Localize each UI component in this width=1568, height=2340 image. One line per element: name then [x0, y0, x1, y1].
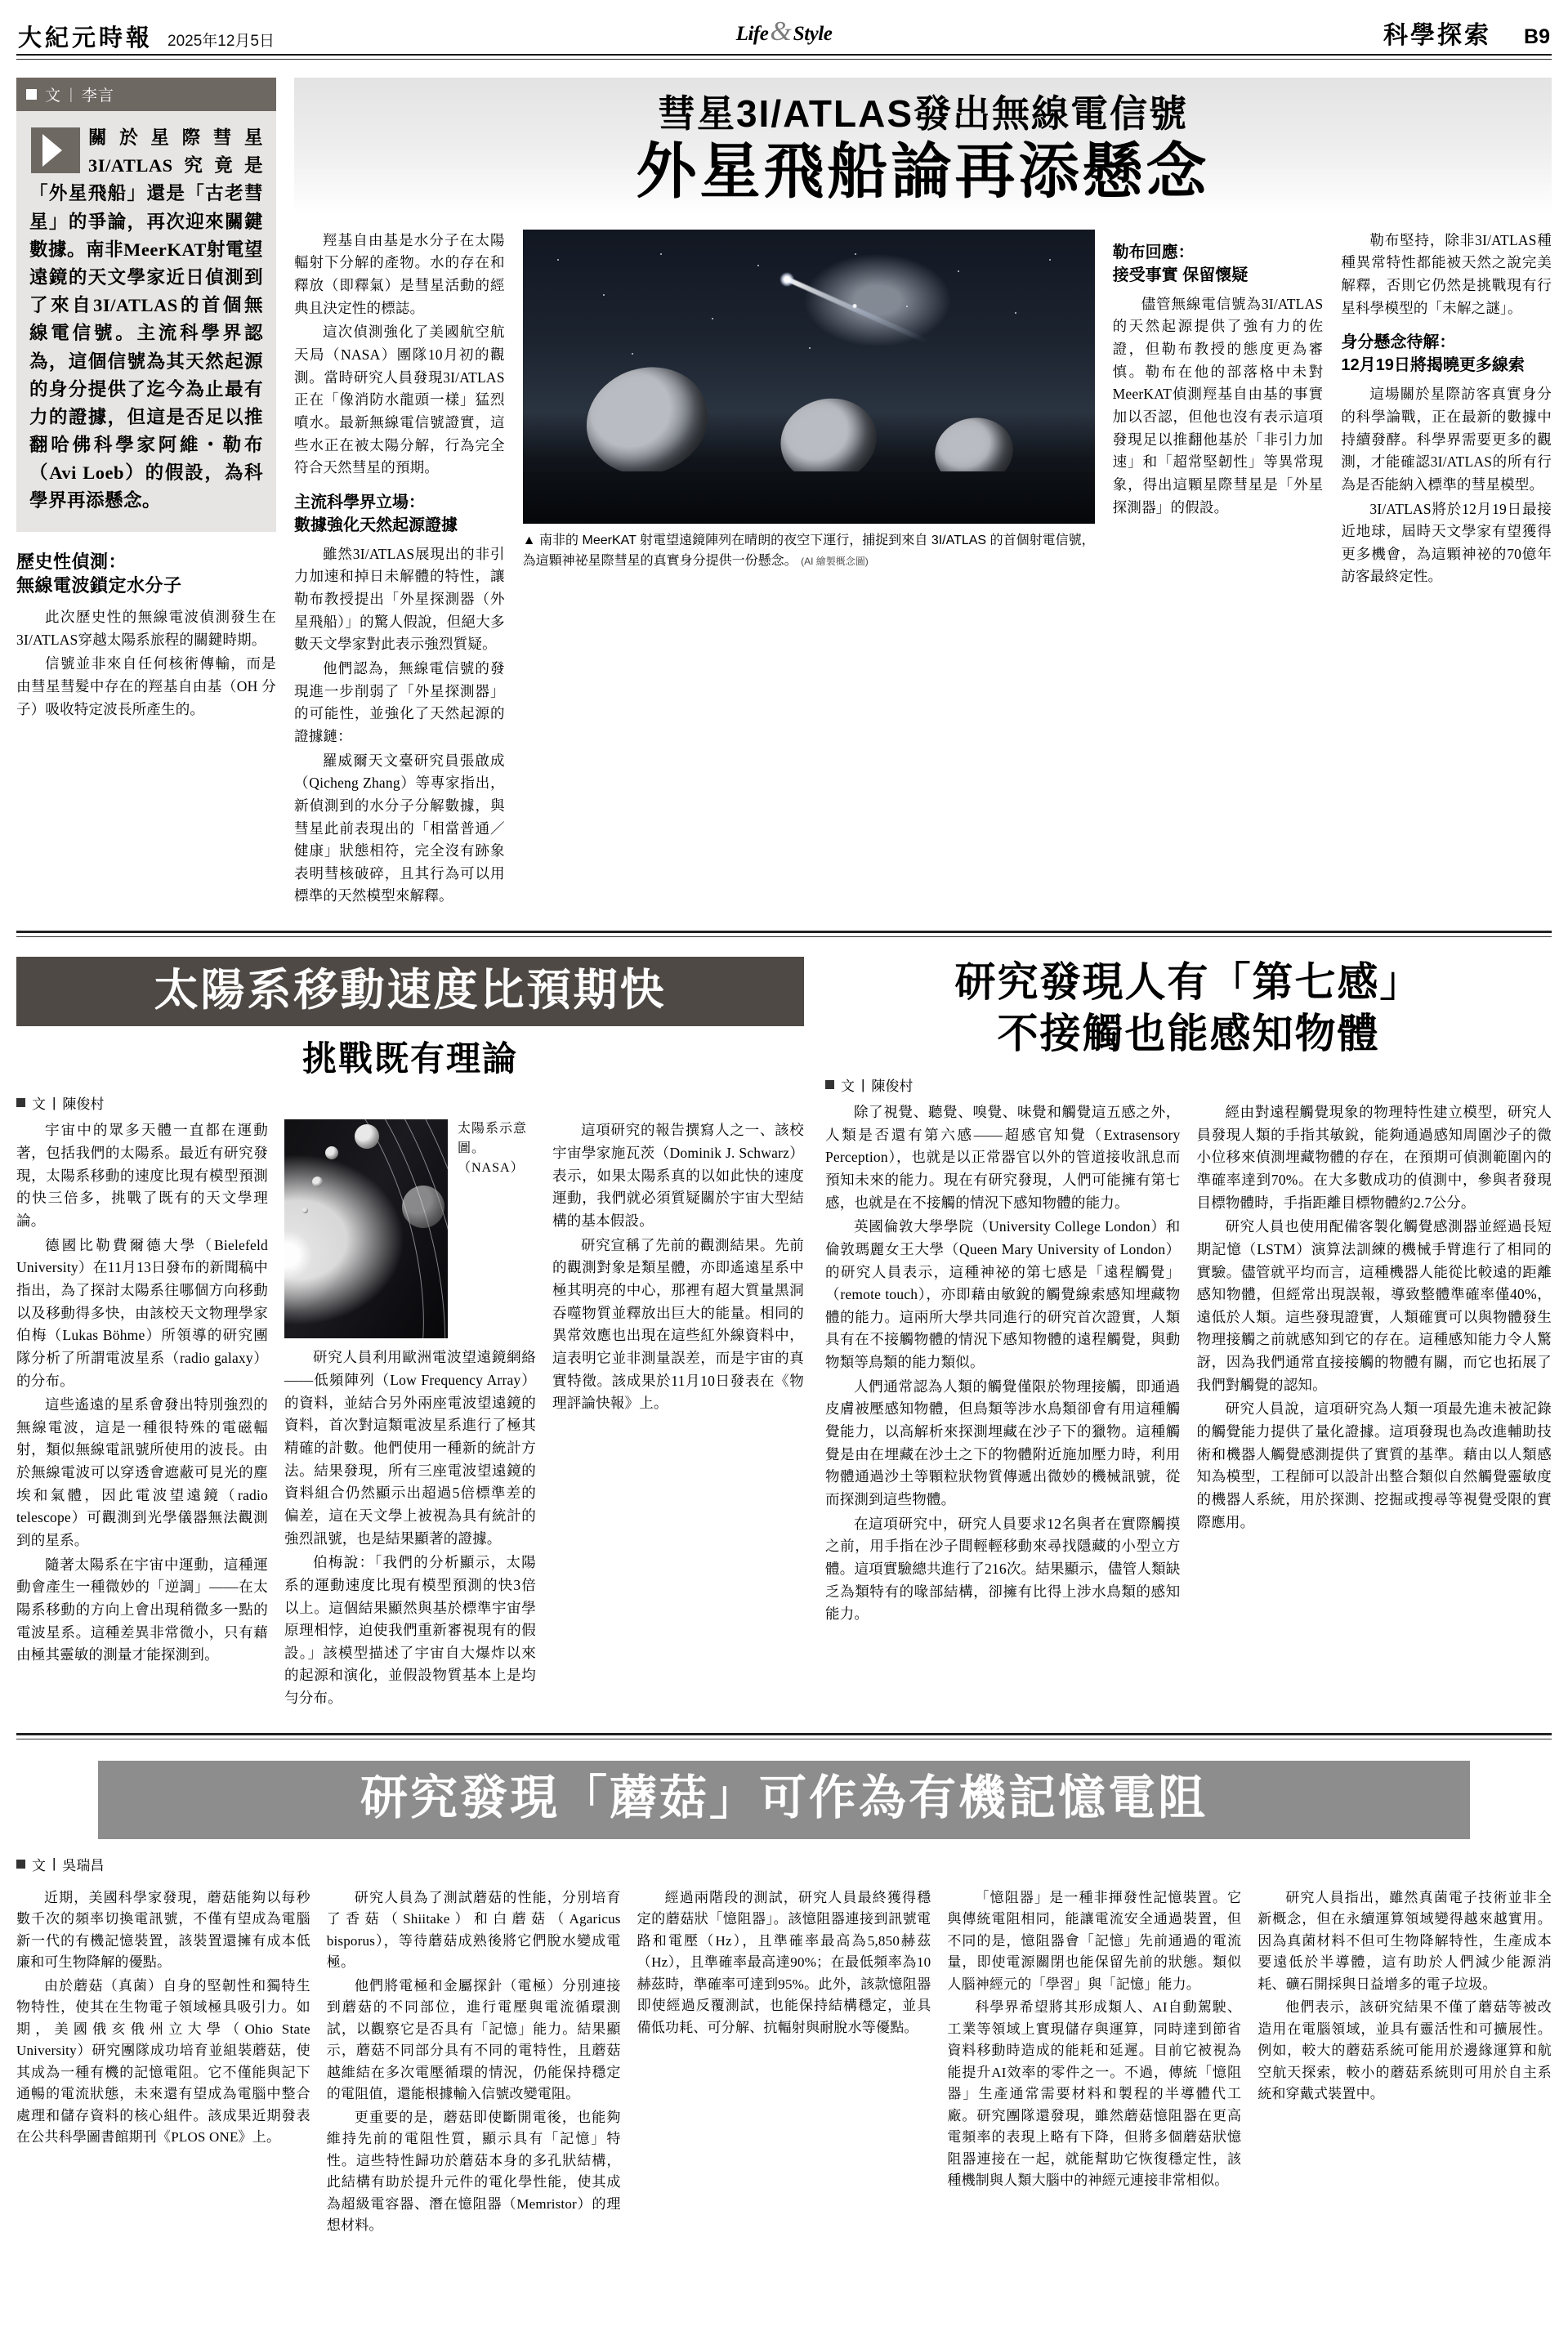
brand-style: Style: [793, 23, 833, 45]
photo-caption-text: ▲ 南非的 MeerKAT 射電望遠鏡陣列在晴朗的夜空下運行，捕捉到來自 3I/ATLAS 的首個射電信號，為這顆神祕星際彗星的真實身分提供一份懸念。: [522, 533, 1095, 568]
article4-p2: 由於蘑菇（真菌）自身的堅韌性和獨特生物特性，使其在生物電子領域極具吸引力。如期，美國俄亥俄州立大學（Ohio State University）研究團隊成功培育並組裝蘑菇，使其成為一種有機的記憶電阻。它不僅能與記下通暢的電流狀態，未來還有望成為電腦中整合處理和儲存資料的核心組件。該成果近期發表在公共科學圖書館期刊《PLOS ONE》上。: [16, 1977, 310, 2146]
article1-p2: 信號並非來自任何核術傳輸，而是由彗星彗髮中存在的羥基自由基（OH 分子）吸收特定波長所產生的。: [16, 655, 276, 717]
article1-p11: 3I/ATLAS將於12月19日最接近地球，屆時天文學家有望獲得更多機會，為這顆神祕的70億年訪客最終定性。: [1341, 500, 1552, 585]
article3-p7: 研究人員說，這項研究為人類一項最先進未被記錄的觸覺能力提供了量化證據。這項發現也為改進輔助技術和機器人觸覺感測提供了實質的基準。藉由以人類感知為模型，工程師可以設計出整合類似自然觸覺靈敏度的機器人系統，用於探測、挖掘或搜尋等視覺受限的實際應用。: [1196, 1400, 1552, 1530]
article4-p9: 研究人員指出，雖然真菌電子技術並非全新概念，但在永續運算領域變得越來越實用。因為真菌材料不但可生物降解特性，生產成本要遠低於半導體，這有助於人們減少能源消耗、礦石開採與日益增多的電子垃圾。: [1258, 1889, 1552, 1992]
section-title: 科學探索: [1383, 22, 1492, 49]
byline-separator: |: [52, 1094, 56, 1110]
article1-p10: 這場關於星際訪客真實身分的科學論戰，正在最新的數據中持續發酵。科學界需要更多的觀測，才能確認3I/ATLAS的所有行為是否能納入標準的彗星模型。: [1341, 386, 1552, 493]
article-solar-system-speed: [16, 957, 804, 1712]
article2-p3: 這些遙遠的星系會發出特別強烈的無線電波，這是一種很特殊的電磁輻射，類似無線電訊號所使用的波長。由於無線電波可以穿透會遮蔽可見光的塵埃和氣體，因此電波望遠鏡（radio telescope）可觀測到光學儀器無法觀測到的星系。: [16, 1396, 268, 1549]
photo-credit: (AI 繪製概念圖): [801, 555, 869, 567]
masthead-left: [18, 27, 275, 51]
byline-label: 文: [32, 1096, 46, 1113]
image-caption-line1: 太陽系示意: [458, 1122, 528, 1137]
article3-col-2: [1197, 1101, 1552, 1628]
article4-columns: [16, 1887, 1552, 2239]
article4-p7: 「憶阻器」是一種非揮發性記憶裝置。它與傳統電阻相同，能讓電流安全通過裝置，但不同的是，憶阻器會「記憶」先前通過的電流量，即使電源關閉也能保留先前的狀態。類似人腦神經元的「學習」與「記憶」能力。: [947, 1889, 1242, 1992]
radio-dish-1: [572, 352, 721, 490]
article2-p8: 研究宣稱了先前的觀測結果。先前的觀測對象是類星體，亦即遙遠星系中極其明亮的中心，那裡有超大質量黑洞吞噬物質並釋放出巨大的能量。相同的異常效應也出現在這些紅外線資料中，這表明它並非測量誤差，而是宇宙的真實特徵。該成果於11月10日發表在《物理評論快報》上。: [552, 1236, 804, 1412]
article1-figure-column: [523, 230, 1095, 909]
planet-1: [302, 1208, 308, 1213]
article2-headline: 太陽系移動速度比預期快: [16, 957, 804, 1026]
article1-byline: [16, 78, 276, 111]
article2-p6: 伯梅說：「我們的分析顯示，太陽系的運動速度比現有模型預測的快3倍以上。這個結果顯然與基於標準宇宙學原理相悖，迫使我們重新審視現有的假設。」該模型描述了宇宙自大爆炸以來的起源和演化，並假設物質基本上是均勻分布。: [284, 1554, 536, 1707]
brand-life: Life: [735, 23, 769, 45]
article4-p3: 研究人員為了測試蘑菇的性能，分別培育了香菇（Shiitake）和白蘑菇（Agaricus bisporus），等待蘑菇成熟後將它們脫水變成電極。: [326, 1889, 621, 1971]
newspaper-logo: 大紀元時報: [18, 25, 154, 51]
article3-p3: 人們通常認為人類的觸覺僅限於物理接觸，即通過皮膚被壓感知物體，但鳥類等涉水鳥類卻會有用這種觸覺能力，以高解析來探測埋藏在沙子下的獵物。這種觸覺是由在埋藏在沙土之下的物體附近施加壓力時，利用物體通過沙土等顆粒狀物質傳遞出微妙的機械訊號，從而探測到這些物體。: [825, 1378, 1181, 1507]
masthead-divider-thin: [16, 59, 1552, 60]
article1-p6: 他們認為，無線電信號的發現進一步削弱了「外星探測器」的可能性，並強化了天然起源的證據鏈：: [294, 660, 505, 744]
subhead4-line1: 身分懸念待解：: [1341, 333, 1456, 352]
byline-author: 陳俊村: [871, 1078, 914, 1095]
planet-3: [325, 1146, 338, 1159]
planet-5: [402, 1186, 444, 1228]
article1-columns: [294, 230, 1552, 909]
article1-p7: 羅威爾天文臺研究員張啟成（Qicheng Zhang）等專家指出，新偵測到的水分子分解數據，與彗星此前表現出的「相當普通／健康」狀態相符，完全沒有跡象表明彗核破碎，且其行為可以用標準的天然模型來解釋。: [294, 752, 505, 904]
article1-p1: 此次歷史性的無線電波偵測發生在3I/ATLAS穿越太陽系旅程的關鍵時期。: [16, 609, 276, 648]
article4-p1: 近期，美國科學家發現，蘑菇能夠以每秒數千次的頻率切換電訊號，不僅有望成為電腦新一代的有機記憶裝置，該裝置還擁有成本低廉和可生物降解的優點。: [16, 1889, 310, 1971]
article1-right: [276, 78, 1552, 909]
article4-col-1: [16, 1887, 310, 2239]
article3-p4: 在這項研究中，研究人員要求12名與者在實際觸摸之前，用手指在沙子間輕輕移動來尋找隱藏的小型立方體。這項實驗總共進行了216次。結果顯示，儘管人類缺乏為類特有的喙部結構，卻擁有比得上涉水鳥類的感知能力。: [825, 1515, 1181, 1623]
byline-label: 文: [841, 1078, 855, 1095]
article4-byline: [16, 1854, 1552, 1874]
article2-col-2: [284, 1119, 536, 1711]
article1-col-3: [1113, 230, 1324, 909]
article1-lead-box: [16, 111, 276, 532]
article2-p7: 這項研究的報告撰寫人之一、該校宇宙學家施瓦茨（Dominik J. Schwarz）表示，如果太陽系真的以如此快的速度運動，我們就必須質疑關於宇宙大型結構的基本假設。: [552, 1122, 804, 1230]
article4-col-3: [637, 1887, 931, 2239]
brand-ampersand-icon: &: [770, 16, 792, 47]
article2-p1: 宇宙中的眾多天體一直都在運動著，包括我們的太陽系。最近有研究發現，太陽系移動的速度比現有模型預測的快三倍多，挑戰了既有的天文學理論。: [16, 1122, 268, 1230]
article2-subhead: 挑戰既有理論: [302, 1039, 518, 1078]
article1-subhead-2: [294, 491, 505, 537]
planet-4: [355, 1124, 379, 1149]
page-number: B9: [1524, 25, 1550, 48]
article1-p4: 這次偵測強化了美國航空航天局（NASA）團隊10月初的觀測。當時研究人員發現3I/ATLAS正在「像消防水龍頭一樣」猛烈噴水。最新無線電信號證實，這些水正在被太陽分解，行為完全符合天然彗星的預期。: [294, 324, 505, 476]
article1-headline-band: [294, 78, 1552, 215]
row-two: [16, 957, 1552, 1712]
article2-p2: 德國比勒費爾德大學（Bielefeld University）在11月13日發布的新聞稿中指出，為了探討太陽系往哪個方向移動以及移動得多快，由該校天文物理學家伯梅（Lukas Böhme）所領導的研究團隊分析了所謂電波星系（radio galaxy）的分布。: [16, 1236, 268, 1389]
article1-lead-text: 關於星際彗星3I/ATLAS究竟是「外星飛船」還是「古老彗星」的爭論，再次迎來關鍵數據。南非MeerKAT射電望遠鏡的天文學家近日偵測到了來自3I/ATLAS的首個無線電信號。主流科學界認為，這個信號為其天然起源的身分提供了迄今為止最有力的證據，但這是否足以推翻哈佛科學家阿維・勒布（Avi Loeb）的假設，為科學界再添懸念。: [29, 127, 263, 511]
subhead1-line1: 歷史性偵測：: [16, 551, 127, 572]
article1-p5: 雖然3I/ATLAS展現出的非引力加速和掉日未解體的特性，讓勒布教授提出「外星探測器（外星飛船）」的驚人假說，但絕大多數天文學家對此表示強烈質疑。: [294, 545, 505, 653]
byline-author: 吳瑞昌: [62, 1857, 105, 1873]
article1-col-2a: [523, 576, 1095, 601]
comet-icon: [784, 277, 928, 345]
byline-square-icon: [825, 1080, 834, 1089]
article-mushroom-memristor: [16, 1761, 1552, 2239]
article2-p4: 隨著太陽系在宇宙中運動，這種運動會產生一種微妙的「逆調」——在太陽系移動的方向上會出現稍微多一點的電波星系。這種差異非常微小，只有藉由極其靈敏的測量才能探測到。: [16, 1556, 268, 1663]
article3-p2: 英國倫敦大學學院（University College London）和倫敦瑪麗女王大學（Queen Mary University of London）的研究人員表示，這種神祕的第七感是「遠程觸覺」（remote touch），亦即藉由敏銳的觸覺線索感知埋藏物體的能力。這兩所大學共同進行的研究首次證實，人類具有在不接觸物體的情況下感知物體的遠程觸覺，與動物類等鳥類的能力類似。: [825, 1218, 1181, 1371]
byline-separator: |: [861, 1076, 865, 1092]
article-comet-radio-signal: [16, 78, 1552, 909]
article1-p8: 儘管無線電信號為3I/ATLAS的天然起源提供了強有力的佐證，但勒布教授的態度更為審慎。勒布在他的部落格中未對MeerKAT偵測羥基自由基的事實加以否認，但他也沒有表示這項發現足以推翻他基於「非引力加速」和「超常堅韌性」等異常現象，得出這顆星際彗星是「外星探測器」的假設。: [1112, 295, 1324, 516]
article3-headline-line1: 研究發現人有「第七感」: [954, 959, 1423, 1006]
article1-figure-subcolumns: [523, 576, 1095, 601]
byline-author: 陳俊村: [62, 1096, 105, 1113]
article2-byline: [16, 1092, 804, 1113]
article1-headline: 外星飛船論再添懸念: [636, 138, 1210, 206]
article2-image-caption: [458, 1119, 536, 1178]
subhead3-line1: 勒布回應：: [1112, 243, 1195, 261]
subhead2-line2: 數據強化天然起源證據: [294, 516, 458, 534]
section-divider-1: [16, 931, 1552, 933]
subhead3-line2: 接受事實 保留懷疑: [1112, 266, 1249, 284]
article3-headline: [825, 957, 1552, 1060]
article4-headline: 研究發現「蘑菇」可作為有機記憶電阻: [98, 1761, 1470, 1839]
solar-system-illustration: [284, 1119, 448, 1338]
article4-p6: 經過兩階段的測試，研究人員最終獲得穩定的蘑菇狀「憶阻器」。該憶阻器連接到訊號電路和電壓（Hz），且準確率最高為5,850赫茲（Hz），且準確率最高達90%；在最低頻率為10赫茲時，準確率可達到95%。此外，該款憶阻器即使經過反覆測試，也能保持結構穩定，並具備低功耗、可分解、抗輻射與耐脫水等優點。: [637, 1889, 931, 2035]
section-divider-2: [16, 1733, 1552, 1735]
meerkat-telescope-photo: [523, 230, 1095, 524]
byline-author: 李言: [81, 87, 114, 105]
image-caption-line2: 圖。（NASA）: [458, 1141, 525, 1176]
article4-p5: 更重要的是，蘑菇即使斷開電後，也能夠維持先前的電阻性質，顯示具有「記憶」特性。這些特性歸功於蘑菇本身的多孔狀結構，此結構有助於提升元件的電化學性能，使其成為超級電容器、潛在憶阻器（Memristor）的理想材料。: [326, 2109, 621, 2234]
article1-subhead-4: [1341, 331, 1552, 377]
article4-p4: 他們將電極和金屬探針（電極）分別連接到蘑菇的不同部位，進行電壓與電流循環測試，以觀察它是否具有「記憶」能力。結果顯示，蘑菇不同部分具有不同的電特性，且蘑菇越維結在多次電壓循環的情況，仍能保持穩定的電阻值，還能根據輸入信號改變電阻。: [326, 1977, 621, 2102]
article1-photo-caption: [523, 531, 1095, 572]
article4-col-5: [1258, 1887, 1552, 2239]
photo-ground: [523, 471, 1095, 524]
article2-p5: 研究人員利用歐洲電波望遠鏡網絡——低頻陣列（Low Frequency Array）的資料，並結合另外兩座電波望遠鏡的資料，首次對這類電波星系進行了極其精確的計數。他們使用一種新的統計方法。結果發現，所有三座電波望遠鏡的資料組合仍然顯示出超過5倍標準差的偏差，這在天文學上被視為具有統計的強烈訊號，也是結果顯著的證據。: [284, 1349, 536, 1547]
article3-columns: [825, 1101, 1552, 1628]
masthead-right: [1383, 15, 1550, 51]
life-and-style-brand: [736, 16, 833, 47]
article1-col-1: [294, 230, 505, 909]
byline-label: 文: [45, 87, 62, 105]
byline-square-icon: [26, 89, 37, 100]
byline-square-icon: [16, 1860, 25, 1869]
article1-p3: 羥基自由基是水分子在太陽輻射下分解的產物。水的存在和釋放（即釋氣）是彗星活動的經典且決定性的標誌。: [294, 231, 505, 316]
article4-col-4: [947, 1887, 1241, 2239]
article3-byline: [825, 1074, 1552, 1095]
issue-date: 2025年12月5日: [168, 33, 275, 50]
article2-col-3: [552, 1119, 804, 1711]
subhead2-line1: 主流科學界立場：: [294, 493, 425, 511]
article4-p10: 他們表示，該研究結果不僅了蘑菇等被改造用在電腦領域，並具有靈活性和可擴展性。例如，較大的蘑菇系統可能用於邊緣運算和航空航天探索，較小的蘑菇系統則可用於自主系統和穿戴式裝置中。: [1258, 1999, 1552, 2102]
arrow-right-icon: [31, 127, 80, 173]
article3-headline-line2: 不接觸也能感知物體: [997, 1011, 1380, 1057]
article3-col-1: [825, 1101, 1181, 1628]
article1-left-column: [16, 78, 276, 909]
article1-subhead-1: [16, 550, 276, 598]
subhead4-line2: 12月19日將揭曉更多線索: [1341, 356, 1525, 375]
article2-col-1: [16, 1119, 268, 1711]
article1-col-4: [1341, 230, 1552, 909]
article2-columns: [16, 1119, 804, 1711]
section-divider-1-thin: [16, 936, 1552, 937]
article3-p5: 經由對遠程觸覺現象的物理特性建立模型，研究人員發現人類的手指其敏銳，能夠通過感知周圍沙子的微小位移來偵測埋藏物體的存在，在預期可偵測範圍內的準確率達到70%。在大多數成功的偵測中，參與者發現目標物體時，手指距離目標物體約2.7公分。: [1196, 1104, 1552, 1211]
article1-p-bridge: [523, 576, 1095, 599]
article1-subhead-3: [1113, 241, 1324, 287]
byline-square-icon: [16, 1098, 25, 1107]
article1-p9: 勒布堅持，除非3I/ATLAS種種異常特性都能被天然之說完美解釋，否則它仍然是挑戰現有行星科學模型的「未解之謎」。: [1341, 231, 1552, 316]
subhead1-line2: 無線電波鎖定水分子: [16, 575, 182, 596]
byline-separator: |: [69, 85, 74, 103]
byline-label: 文: [32, 1857, 46, 1873]
article1-kicker: 彗星3I/ATLAS發出無線電信號: [657, 92, 1189, 135]
article3-p6: 研究人員也使用配備客製化觸覺感測器並經過長短期記憶（LSTM）演算法訓練的機械手臂進行了相同的實驗。儘管就平均而言，這種機器人能從比較遠的距離感知物體，但經常出現誤報，導致整體準確率僅40%，遠低於人類。這些發現證實，人類確實可以與物體發生物理接觸之前就感知到它的存在。這種感知能力令人驚訝，因為我們通常直接接觸的物體有關，而它也拓展了我們對觸覺的認知。: [1196, 1218, 1552, 1393]
article-seventh-sense: [825, 957, 1552, 1712]
byline-separator: |: [52, 1855, 56, 1872]
article3-p1: 除了視覺、聽覺、嗅覺、味覺和觸覺這五感之外，人類是否還有第六感——超感官知覺（Extrasensory Perception），也就是以正常器官以外的管道接收訊息而預知未來的能力。現在有研究發現，人們可能擁有第七感，也就是在不接觸的情況下感知物體的能力。: [825, 1104, 1181, 1211]
article4-col-2: [327, 1887, 621, 2239]
masthead: [0, 0, 1568, 51]
article4-p8: 科學界希望將其形成類人、AI自動駕駛、工業等領域上實現儲存與運算，同時達到節省資料移動時造成的能耗和延遲。目前它被視為能提升AI效率的零件之一。不過，傳統「憶阻器」生產通常需要材料和製程的半導體代工廠。研究團隊還發現，雖然蘑菇憶阻器在更高電頻率的表現上略有下降，但將多個蘑菇狀憶阻器連接在一起，就能幫助它恢復穩定性，該種機制與人類大腦中的神經元連接非常相似。: [947, 1999, 1242, 2189]
